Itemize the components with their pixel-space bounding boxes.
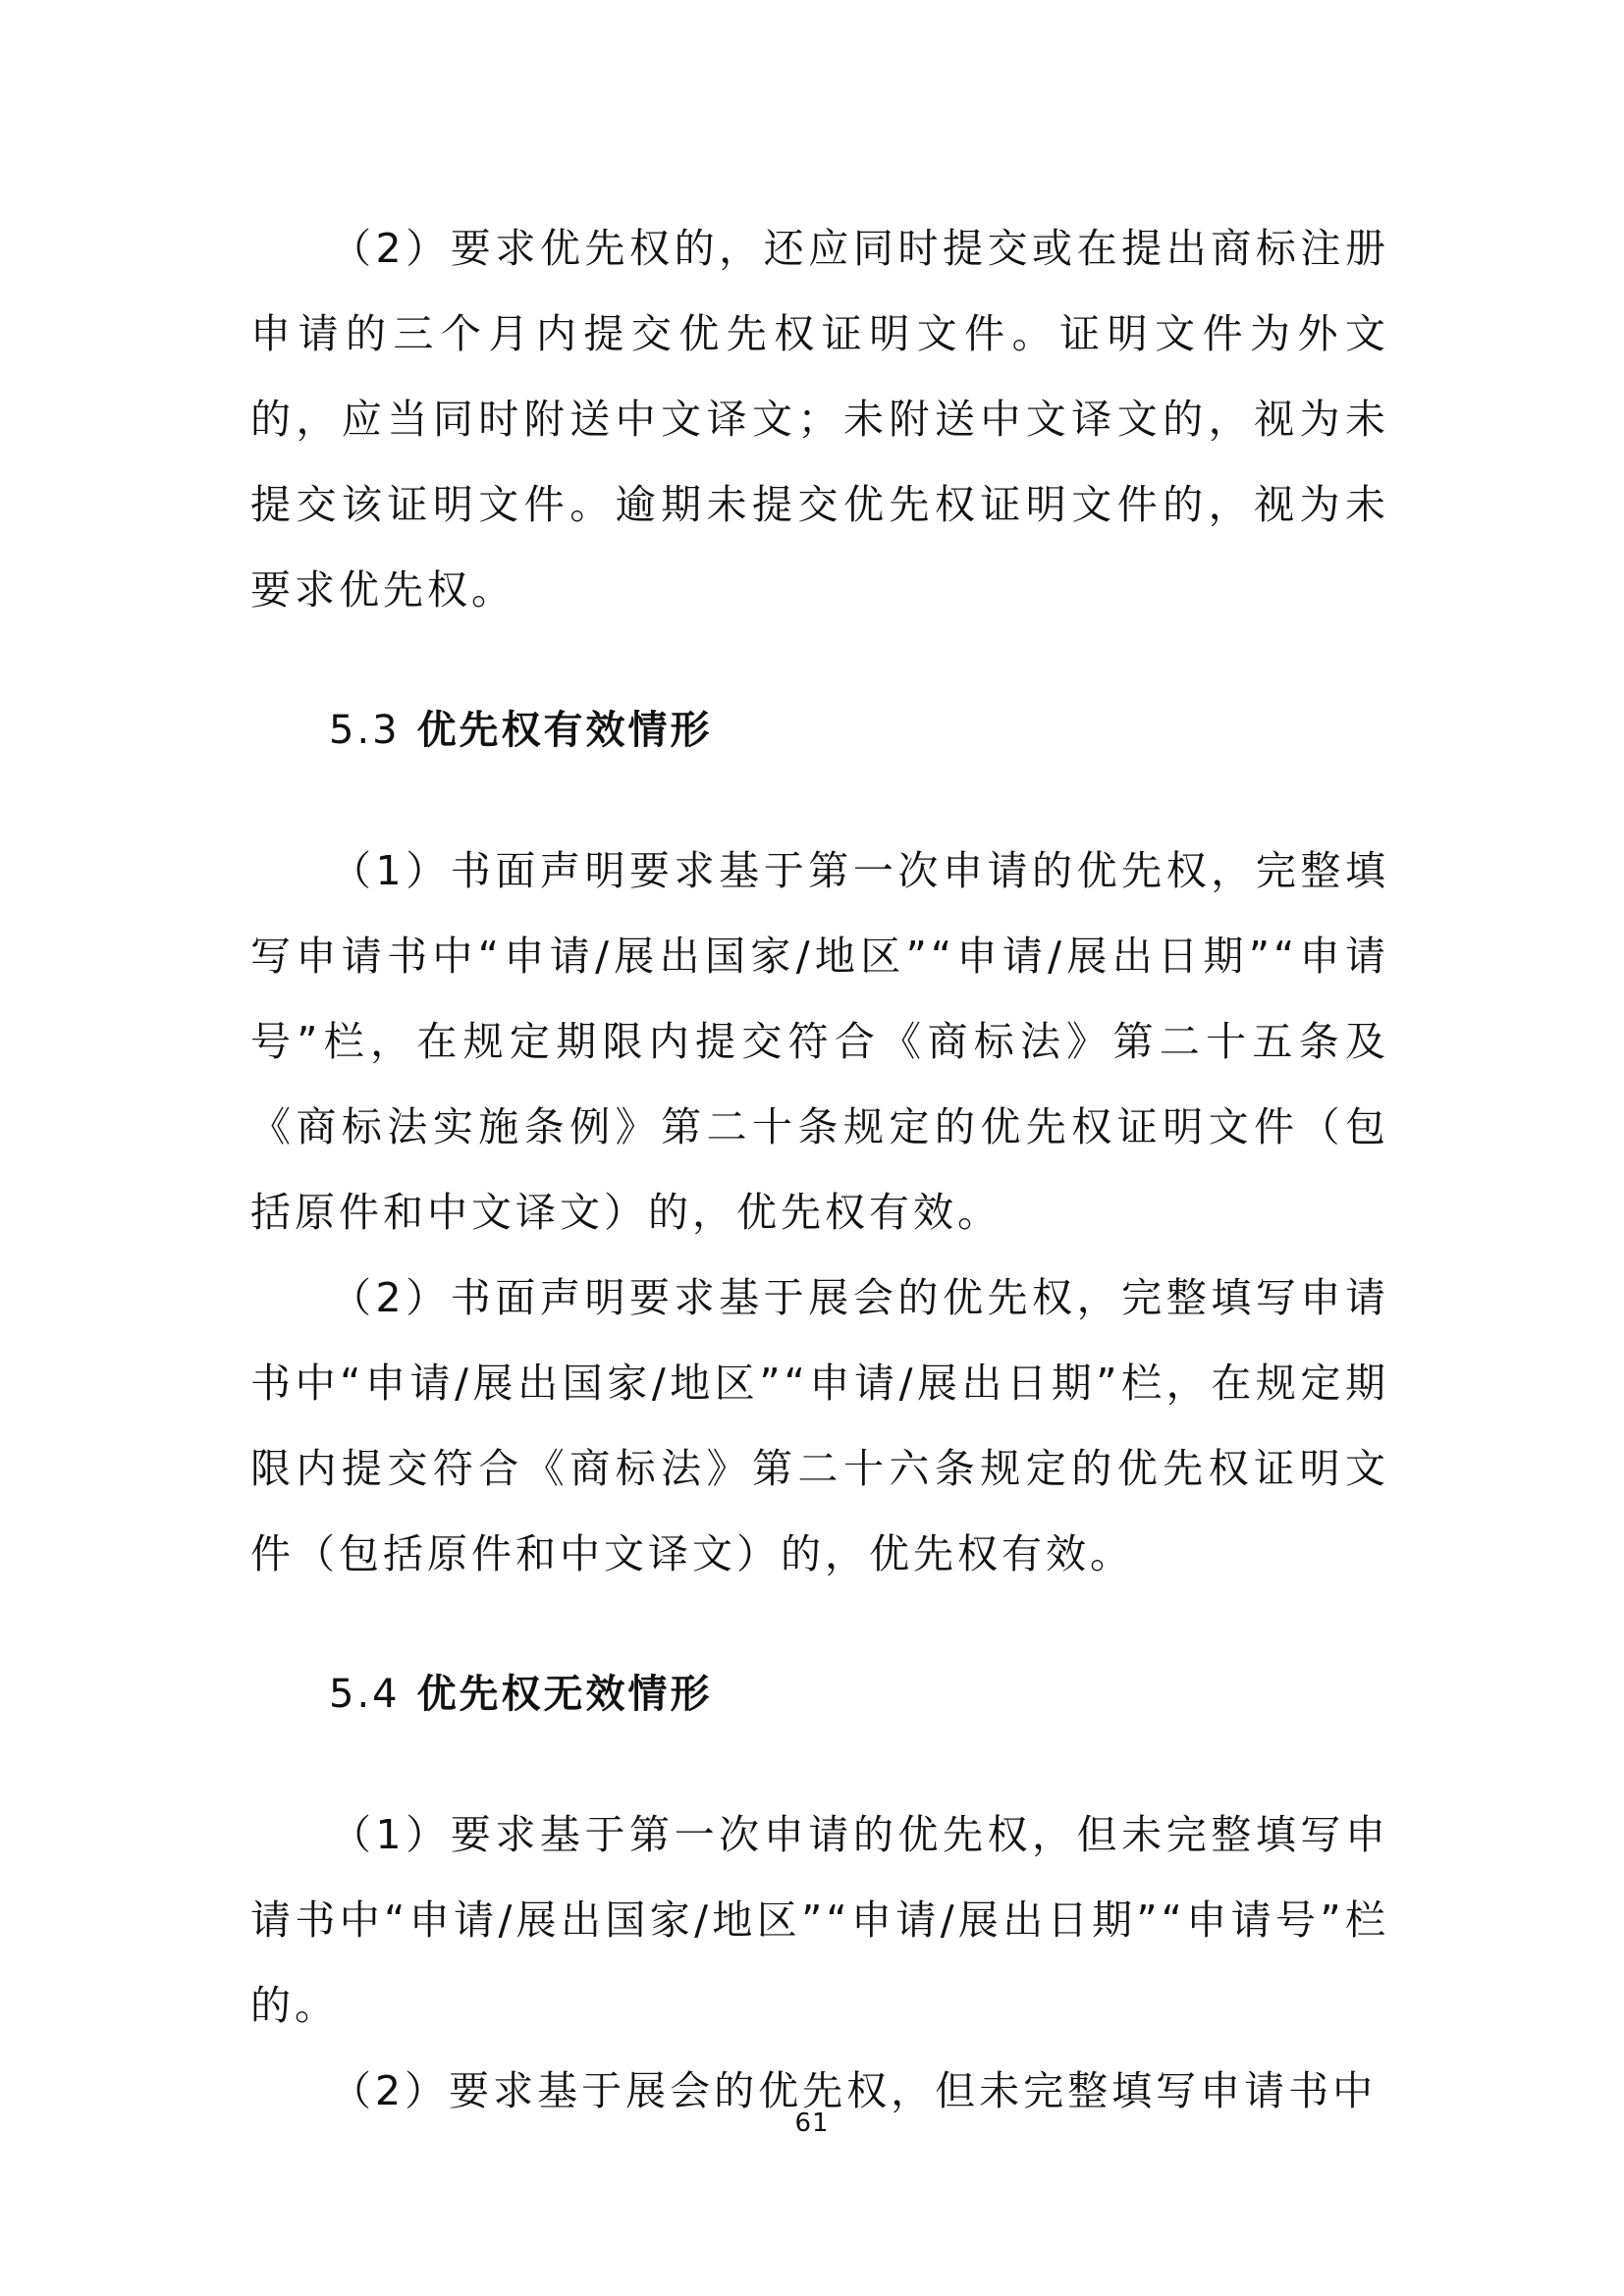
paragraph-invalid-first-application: （1）要求基于第一次申请的优先权，但未完整填写申请书中“申请/展出国家/地区”“申请/展出日期”“申请号”栏的。 (250, 1811, 1389, 2029)
section-heading-5-3 (250, 688, 1389, 774)
section-title: 优先权有效情形 (416, 708, 713, 753)
page-content (250, 206, 1389, 2134)
paragraph-valid-first-application: （1）书面声明要求基于第一次申请的优先权，完整填写申请书中“申请/展出国家/地区”“申请/展出日期”“申请号”栏，在规定期限内提交符合《商标法》第二十五条及《商标法实施条例》第二十条规定的优先权证明文件（包括原件和中文译文）的，优先权有效。 (250, 847, 1389, 1236)
paragraph-priority-proof-requirement: （2）要求优先权的，还应同时提交或在提出商标注册申请的三个月内提交优先权证明文件。证明文件为外文的，应当同时附送中文译文；未附送中文译文的，视为未提交该证明文件。逾期未提交优先权证明文件的，视为未要求优先权。 (250, 225, 1389, 614)
section-number: 5.3 (329, 708, 401, 753)
page-number: 61 (794, 2109, 830, 2138)
section-heading-5-4 (250, 1652, 1389, 1737)
section-title: 优先权无效情形 (416, 1672, 713, 1717)
paragraph-invalid-exhibition: （2）要求基于展会的优先权，但未完整填写申请书中 (331, 2067, 1378, 2114)
paragraph-valid-exhibition: （2）书面声明要求基于展会的优先权，完整填写申请书中“申请/展出国家/地区”“申请/展出日期”栏，在规定期限内提交符合《商标法》第二十六条规定的优先权证明文件（包括原件和中文译文）的，优先权有效。 (250, 1274, 1389, 1577)
section-number: 5.4 (329, 1672, 401, 1717)
